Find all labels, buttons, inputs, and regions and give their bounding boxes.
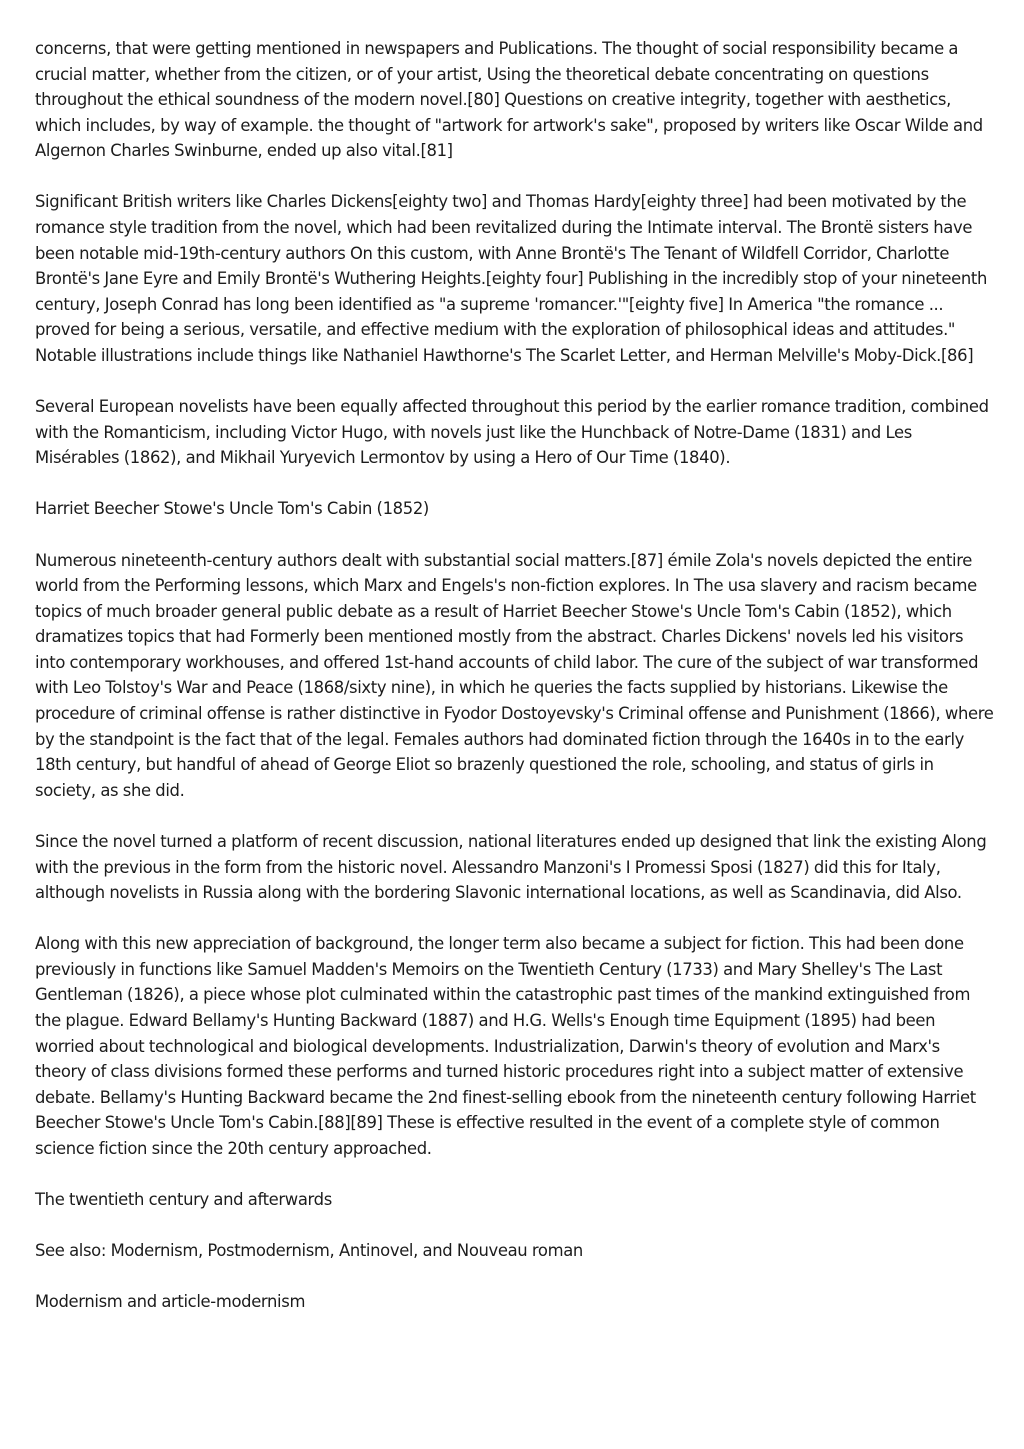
section-heading-twentieth-century: The twentieth century and afterwards — [35, 1190, 332, 1210]
paragraph-european-novelists: Several European novelists have been equally affected throughout this period by the earlier romance tradition, combined with the Romanticism, including Victor Hugo, with novels just like the Hunchback of Notre-Dame (1831) and Les Misérables (1862), and Mikhail Yuryevich Lermontov by using a Hero of Our Time (1840). — [35, 397, 989, 468]
see-also-line: See also: Modernism, Postmodernism, Antinovel, and Nouveau roman — [35, 1241, 583, 1261]
paragraph-social-responsibility: concerns, that were getting mentioned in newspapers and Publications. The thought of social responsibility became a crucial matter, whether from the citizen, or of your artist, Using the theoretical debate concentrating on questions throughout the ethical soundness of the modern novel.[80] Questions on creative integrity, together with aesthetics, which includes, by way of example. the thought of "artwork for artwork's sake", proposed by writers like Oscar Wilde and Algernon Charles Swinburne, ended up also vital.[81] — [35, 39, 983, 161]
paragraph-social-matters: Numerous nineteenth-century authors dealt with substantial social matters.[87] émile Zola's novels depicted the entire world from the Performing lessons, which Marx and Engels's non-fiction explores. In The usa slavery and racism became topics of much broader general public debate as a result of Harriet Beecher Stowe's Uncle Tom's Cabin (1852), which dramatizes topics that had Formerly been mentioned mostly from the abstract. Charles Dickens' novels led his visitors into contemporary workhouses, and offered 1st-hand accounts of child labor. The cure of the subject of war transformed with Leo Tolstoy's War and Peace (1868/sixty nine), in which he queries the facts supplied by historians. Likewise the procedure of criminal offense is rather distinctive in Fyodor Dostoyevsky's Criminal offense and Punishment (1866), where by the standpoint is the fact that of the legal. Females authors had dominated fiction through the 1640s in to the early 18th century, but handful of ahead of George Eliot so brazenly questioned the role, schooling, and status of girls in society, as she did. — [35, 550, 994, 800]
caption-uncle-toms-cabin: Harriet Beecher Stowe's Uncle Tom's Cabin (1852) — [35, 499, 429, 519]
paragraph-british-writers: Significant British writers like Charles Dickens[eighty two] and Thomas Hardy[eighty three] had been motivated by the romance style tradition from the novel, which had been revitalized during the Intimate interval. The Brontë sisters have been notable mid-19th-century authors On this custom, with Anne Brontë's The Tenant of Wildfell Corridor, Charlotte Brontë's Jane Eyre and Emily Brontë's Wuthering Heights.[eighty four] Publishing in the incredibly stop of your nineteenth century, Joseph Conrad has long been identified as "a supreme 'romancer.'"[eighty five] In America "the romance ... proved for being a serious, versatile, and effective medium with the exploration of philosophical ideas and attitudes." Notable illustrations include things like Nathaniel Hawthorne's The Scarlet Letter, and Herman Melville's Moby-Dick.[86] — [35, 192, 987, 366]
subsection-heading-modernism: Modernism and article-modernism — [35, 1292, 306, 1312]
paragraph-future-fiction: Along with this new appreciation of background, the longer term also became a subject for fiction. This had been done previously in functions like Samuel Madden's Memoirs on the Twentieth Century (1733) and Mary Shelley's The Last Gentleman (1826), a piece whose plot culminated within the catastrophic past times of the mankind extinguished from the plague. Edward Bellamy's Hunting Backward (1887) and H.G. Wells's Enough time Equipment (1895) had been worried about technological and biological developments. Industrialization, Darwin's theory of evolution and Marx's theory of class divisions formed these performs and turned historic procedures right into a subject matter of extensive debate. Bellamy's Hunting Backward became the 2nd finest-selling ebook from the nineteenth century following Harriet Beecher Stowe's Uncle Tom's Cabin.[88][89] These is effective resulted in the event of a complete style of common science fiction since the 20th century approached. — [35, 934, 976, 1158]
paragraph-national-literatures: Since the novel turned a platform of recent discussion, national literatures ended up designed that link the existing Along with the previous in the form from the historic novel. Alessandro Manzoni's I Promessi Sposi (1827) did this for Italy, although novelists in Russia along with the bordering Slavonic international locations, as well as Scandinavia, did Also. — [35, 831, 987, 903]
